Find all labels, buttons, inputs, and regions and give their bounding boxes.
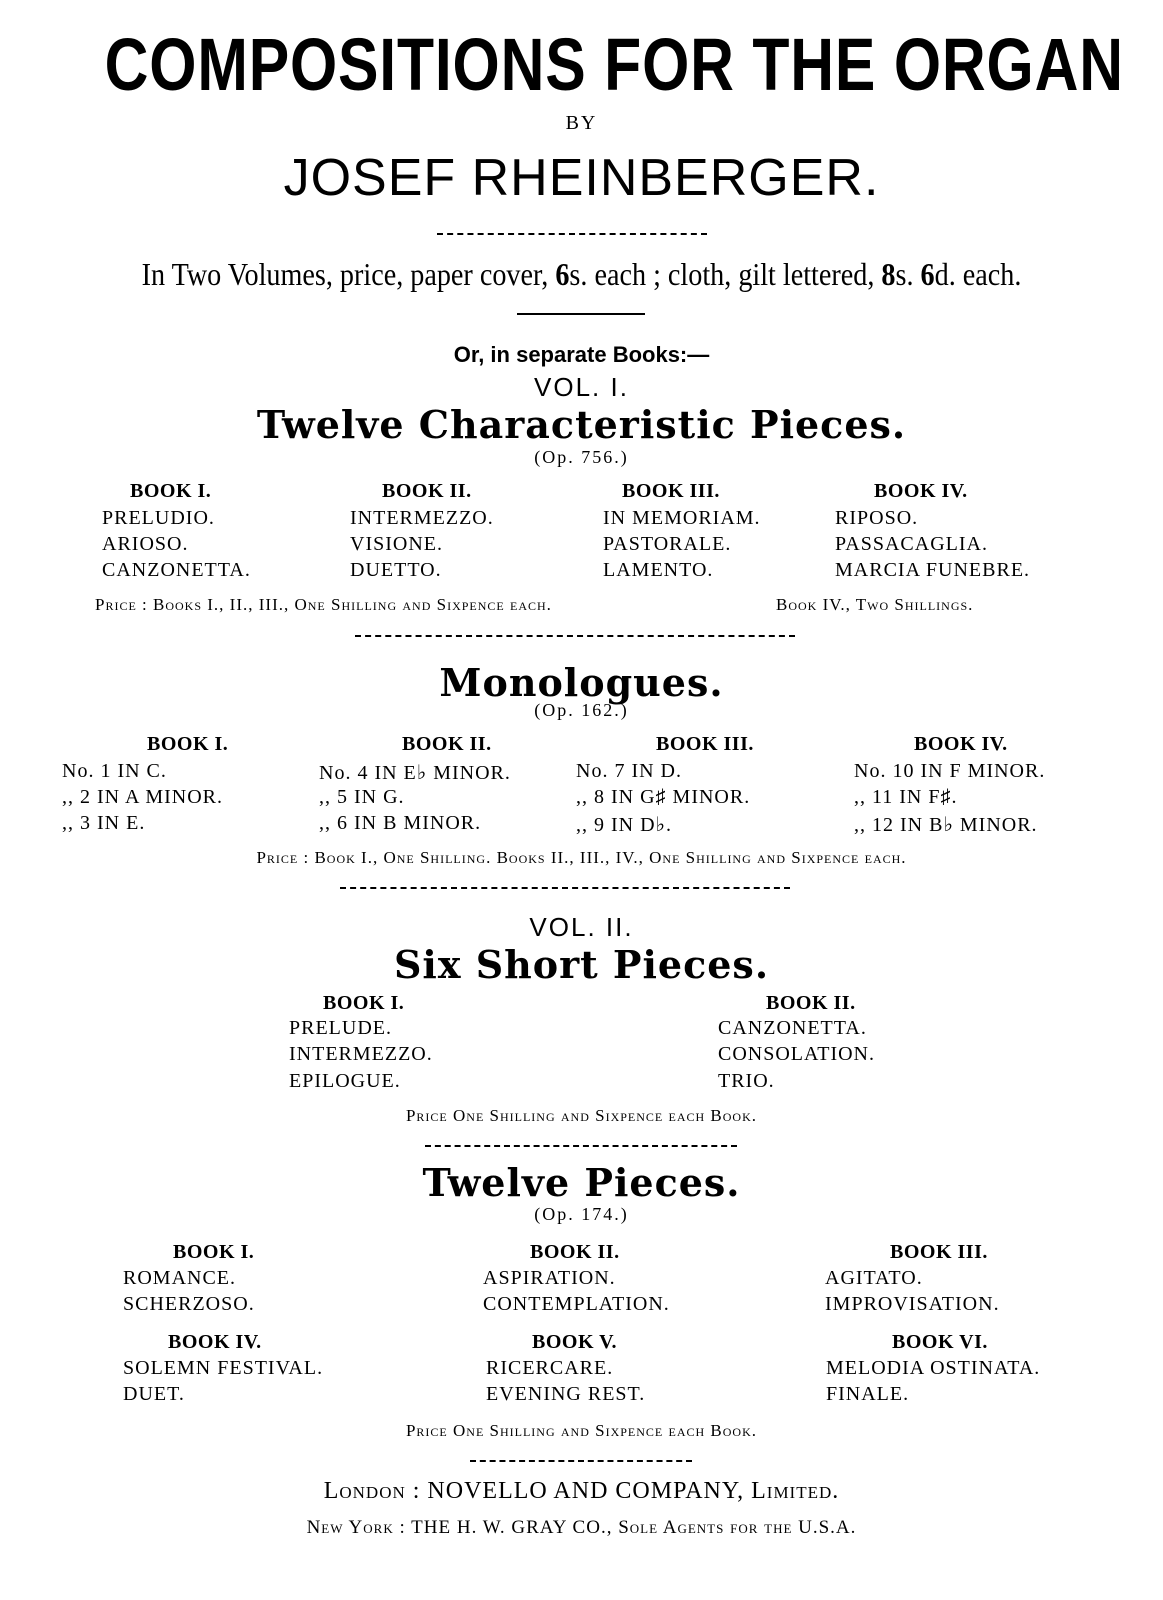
by-label: BY	[565, 112, 598, 134]
book-label: BOOK IV.	[914, 733, 1008, 755]
monologues-title: Monologues.	[439, 660, 724, 705]
vol2-label: VOL. II.	[529, 912, 634, 942]
list-item: CONTEMPLATION.	[483, 1293, 670, 1315]
twelve-pieces-title: Twelve Pieces.	[422, 1160, 741, 1205]
list-item: INTERMEZZO.	[350, 507, 494, 529]
list-item: VISIONE.	[350, 533, 443, 555]
book-label: BOOK IV.	[168, 1331, 262, 1353]
list-item: ,, 6 IN B MINOR.	[319, 812, 482, 834]
list-item: EVENING REST.	[486, 1383, 646, 1405]
list-item: PASTORALE.	[603, 533, 732, 555]
divider	[340, 887, 790, 889]
price-note: Price : Books I., II., III., One Shilling and Sixpence each.	[95, 595, 552, 614]
list-item: AGITATO.	[825, 1267, 923, 1289]
list-item: ,, 3 IN E.	[62, 812, 146, 834]
list-item: CANZONETTA.	[718, 1017, 867, 1039]
list-item: RICERCARE.	[486, 1357, 614, 1379]
separate-books-label: Or, in separate Books:—	[453, 342, 710, 367]
list-item: MARCIA FUNEBRE.	[835, 559, 1031, 581]
book-label: BOOK III.	[656, 733, 754, 755]
publisher-newyork: New York : THE H. W. GRAY CO., Sole Agents for the U.S.A.	[306, 1517, 857, 1538]
list-item: IMPROVISATION.	[825, 1293, 1000, 1315]
volume-price-line: In Two Volumes, price, paper cover, 6s. each ; cloth, gilt lettered, 8s. 6d. each.	[141, 256, 1022, 292]
list-item: ,, 5 IN G.	[319, 786, 405, 808]
divider	[425, 1145, 737, 1147]
divider	[437, 233, 707, 235]
list-item: PRELUDIO.	[102, 507, 215, 529]
characteristic-opus: (Op. 756.)	[534, 447, 629, 467]
price-note: Price One Shilling and Sixpence each Book.	[405, 1421, 758, 1440]
list-item: PASSACAGLIA.	[835, 533, 988, 555]
book-label: BOOK V.	[532, 1331, 618, 1353]
vol1-label: VOL. I.	[534, 372, 629, 402]
list-item: ,, 2 IN A MINOR.	[62, 786, 224, 808]
list-item: DUET.	[123, 1383, 185, 1405]
book-label: BOOK I.	[173, 1241, 255, 1263]
book-label: BOOK VI.	[892, 1331, 988, 1353]
list-item: CANZONETTA.	[102, 559, 251, 581]
list-item: IN MEMORIAM.	[603, 507, 761, 529]
list-item: No. 7 IN D.	[576, 760, 682, 782]
page-title: COMPOSITIONS FOR THE ORGAN	[104, 23, 1124, 106]
list-item: RIPOSO.	[835, 507, 919, 529]
list-item: ROMANCE.	[123, 1267, 237, 1289]
characteristic-pieces-title: Twelve Characteristic Pieces.	[256, 402, 907, 447]
list-item: TRIO.	[718, 1070, 775, 1092]
twelve-pieces-opus: (Op. 174.)	[534, 1204, 629, 1224]
list-item: PRELUDE.	[289, 1017, 392, 1039]
list-item: ,, 11 IN F♯.	[854, 786, 958, 808]
book-label: BOOK II.	[402, 733, 492, 755]
list-item: INTERMEZZO.	[289, 1043, 433, 1065]
list-item: No. 4 IN E♭ MINOR.	[319, 762, 511, 784]
book-label: BOOK IV.	[874, 480, 968, 502]
price-note: Price One Shilling and Sixpence each Book.	[405, 1106, 758, 1125]
book-label: BOOK II.	[766, 992, 856, 1014]
list-item: SOLEMN FESTIVAL.	[123, 1357, 324, 1379]
list-item: FINALE.	[826, 1383, 910, 1405]
list-item: ,, 8 IN G♯ MINOR.	[576, 786, 751, 808]
list-item: EPILOGUE.	[289, 1070, 401, 1092]
price-note: Price : Book I., One Shilling. Books II., III., IV., One Shilling and Sixpence each.	[256, 848, 907, 867]
list-item: DUETTO.	[350, 559, 442, 581]
list-item: MELODIA OSTINATA.	[826, 1357, 1041, 1379]
list-item: CONSOLATION.	[718, 1043, 875, 1065]
six-short-pieces-title: Six Short Pieces.	[393, 942, 770, 987]
list-item: ,, 9 IN D♭.	[576, 814, 672, 836]
book-label: BOOK II.	[530, 1241, 620, 1263]
book-label: BOOK III.	[622, 480, 720, 502]
list-item: No. 10 IN F MINOR.	[854, 760, 1046, 782]
list-item: SCHERZOSO.	[123, 1293, 255, 1315]
divider	[517, 313, 645, 315]
book-label: BOOK I.	[147, 733, 229, 755]
list-item: ,, 12 IN B♭ MINOR.	[854, 814, 1038, 836]
list-item: LAMENTO.	[603, 559, 714, 581]
divider	[355, 635, 795, 637]
list-item: ASPIRATION.	[483, 1267, 616, 1289]
book-label: BOOK II.	[382, 480, 472, 502]
monologues-opus: (Op. 162.)	[534, 700, 629, 720]
divider	[470, 1460, 692, 1462]
book-label: BOOK III.	[890, 1241, 988, 1263]
list-item: No. 1 IN C.	[62, 760, 167, 782]
publisher-london: London : NOVELLO AND COMPANY, Limited.	[323, 1478, 840, 1504]
book-label: BOOK I.	[130, 480, 212, 502]
composer-name: JOSEF RHEINBERGER.	[283, 149, 880, 207]
price-note: Book IV., Two Shillings.	[776, 595, 974, 614]
list-item: ARIOSO.	[102, 533, 189, 555]
book-label: BOOK I.	[323, 992, 405, 1014]
